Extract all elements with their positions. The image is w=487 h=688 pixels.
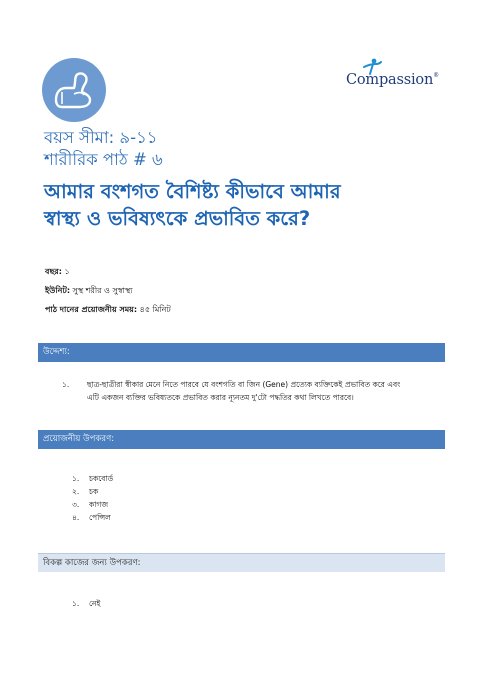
objective-line-1: ছাত্র-ছাত্রীরা স্বীকার মেনে নিতে পারবে যে বংশগতি বা জিন (Gene) প্রত্যেক ব্যক্তিকেই প্রভাবিত করে এবং (87, 380, 401, 389)
unit-label: ইউনিট: (45, 286, 71, 295)
objective-line-2: এটি একজন ব্যক্তির ভবিষ্যতকে প্রভাবিত করার ন্যূনতম দু'টো পদ্ধতির কথা লিখতে পারবে। (87, 393, 354, 402)
list-text: চক (89, 487, 99, 496)
materials-heading: প্রয়োজনীয় উপকরণ: (38, 430, 445, 449)
list-number: ২. (72, 487, 80, 496)
time-value: ৪৫ মিনিট (137, 305, 171, 314)
logo-text: Compassion (346, 72, 434, 88)
compassion-logo (346, 60, 446, 100)
list-number: ৪. (72, 513, 80, 522)
list-text: পেন্সিল (89, 513, 111, 522)
list-number: ১. (72, 474, 80, 483)
flexed-arm-icon (42, 58, 106, 122)
meta-time (45, 304, 171, 315)
logo-registered-mark: ® (433, 72, 439, 79)
alt-materials-heading: বিকল্প কাজের জন্য উপকরণ: (38, 553, 445, 572)
list-number: ৩. (72, 500, 80, 509)
unit-value: সুস্থ শরীর ও সুস্বাস্থ্য (70, 286, 133, 295)
meta-unit (45, 285, 133, 296)
list-text: নেই (89, 599, 101, 608)
lesson-number: শারীরিক পাঠ # ৬ (44, 150, 163, 169)
objective-number: ১. (62, 380, 70, 389)
age-range: বয়স সীমা: ৯-১১ (44, 128, 158, 147)
list-text: চকবোর্ড (89, 474, 114, 483)
year-label: বছর: (45, 267, 62, 276)
list-number: ১. (72, 599, 80, 608)
title-line-2: স্বাস্থ্য ও ভবিষ্যৎকে প্রভাবিত করে? (44, 207, 311, 230)
meta-year (45, 266, 70, 277)
page-title (44, 178, 454, 232)
time-label: পাঠ দানের প্রয়োজনীয় সময়: (45, 305, 138, 314)
objective-heading: উদ্দেশ্য: (38, 343, 445, 362)
year-value: ১ (61, 267, 70, 276)
title-line-1: আমার বংশগত বৈশিষ্ট্য কীভাবে আমার (44, 180, 341, 203)
list-text: কাগজ (89, 500, 109, 509)
